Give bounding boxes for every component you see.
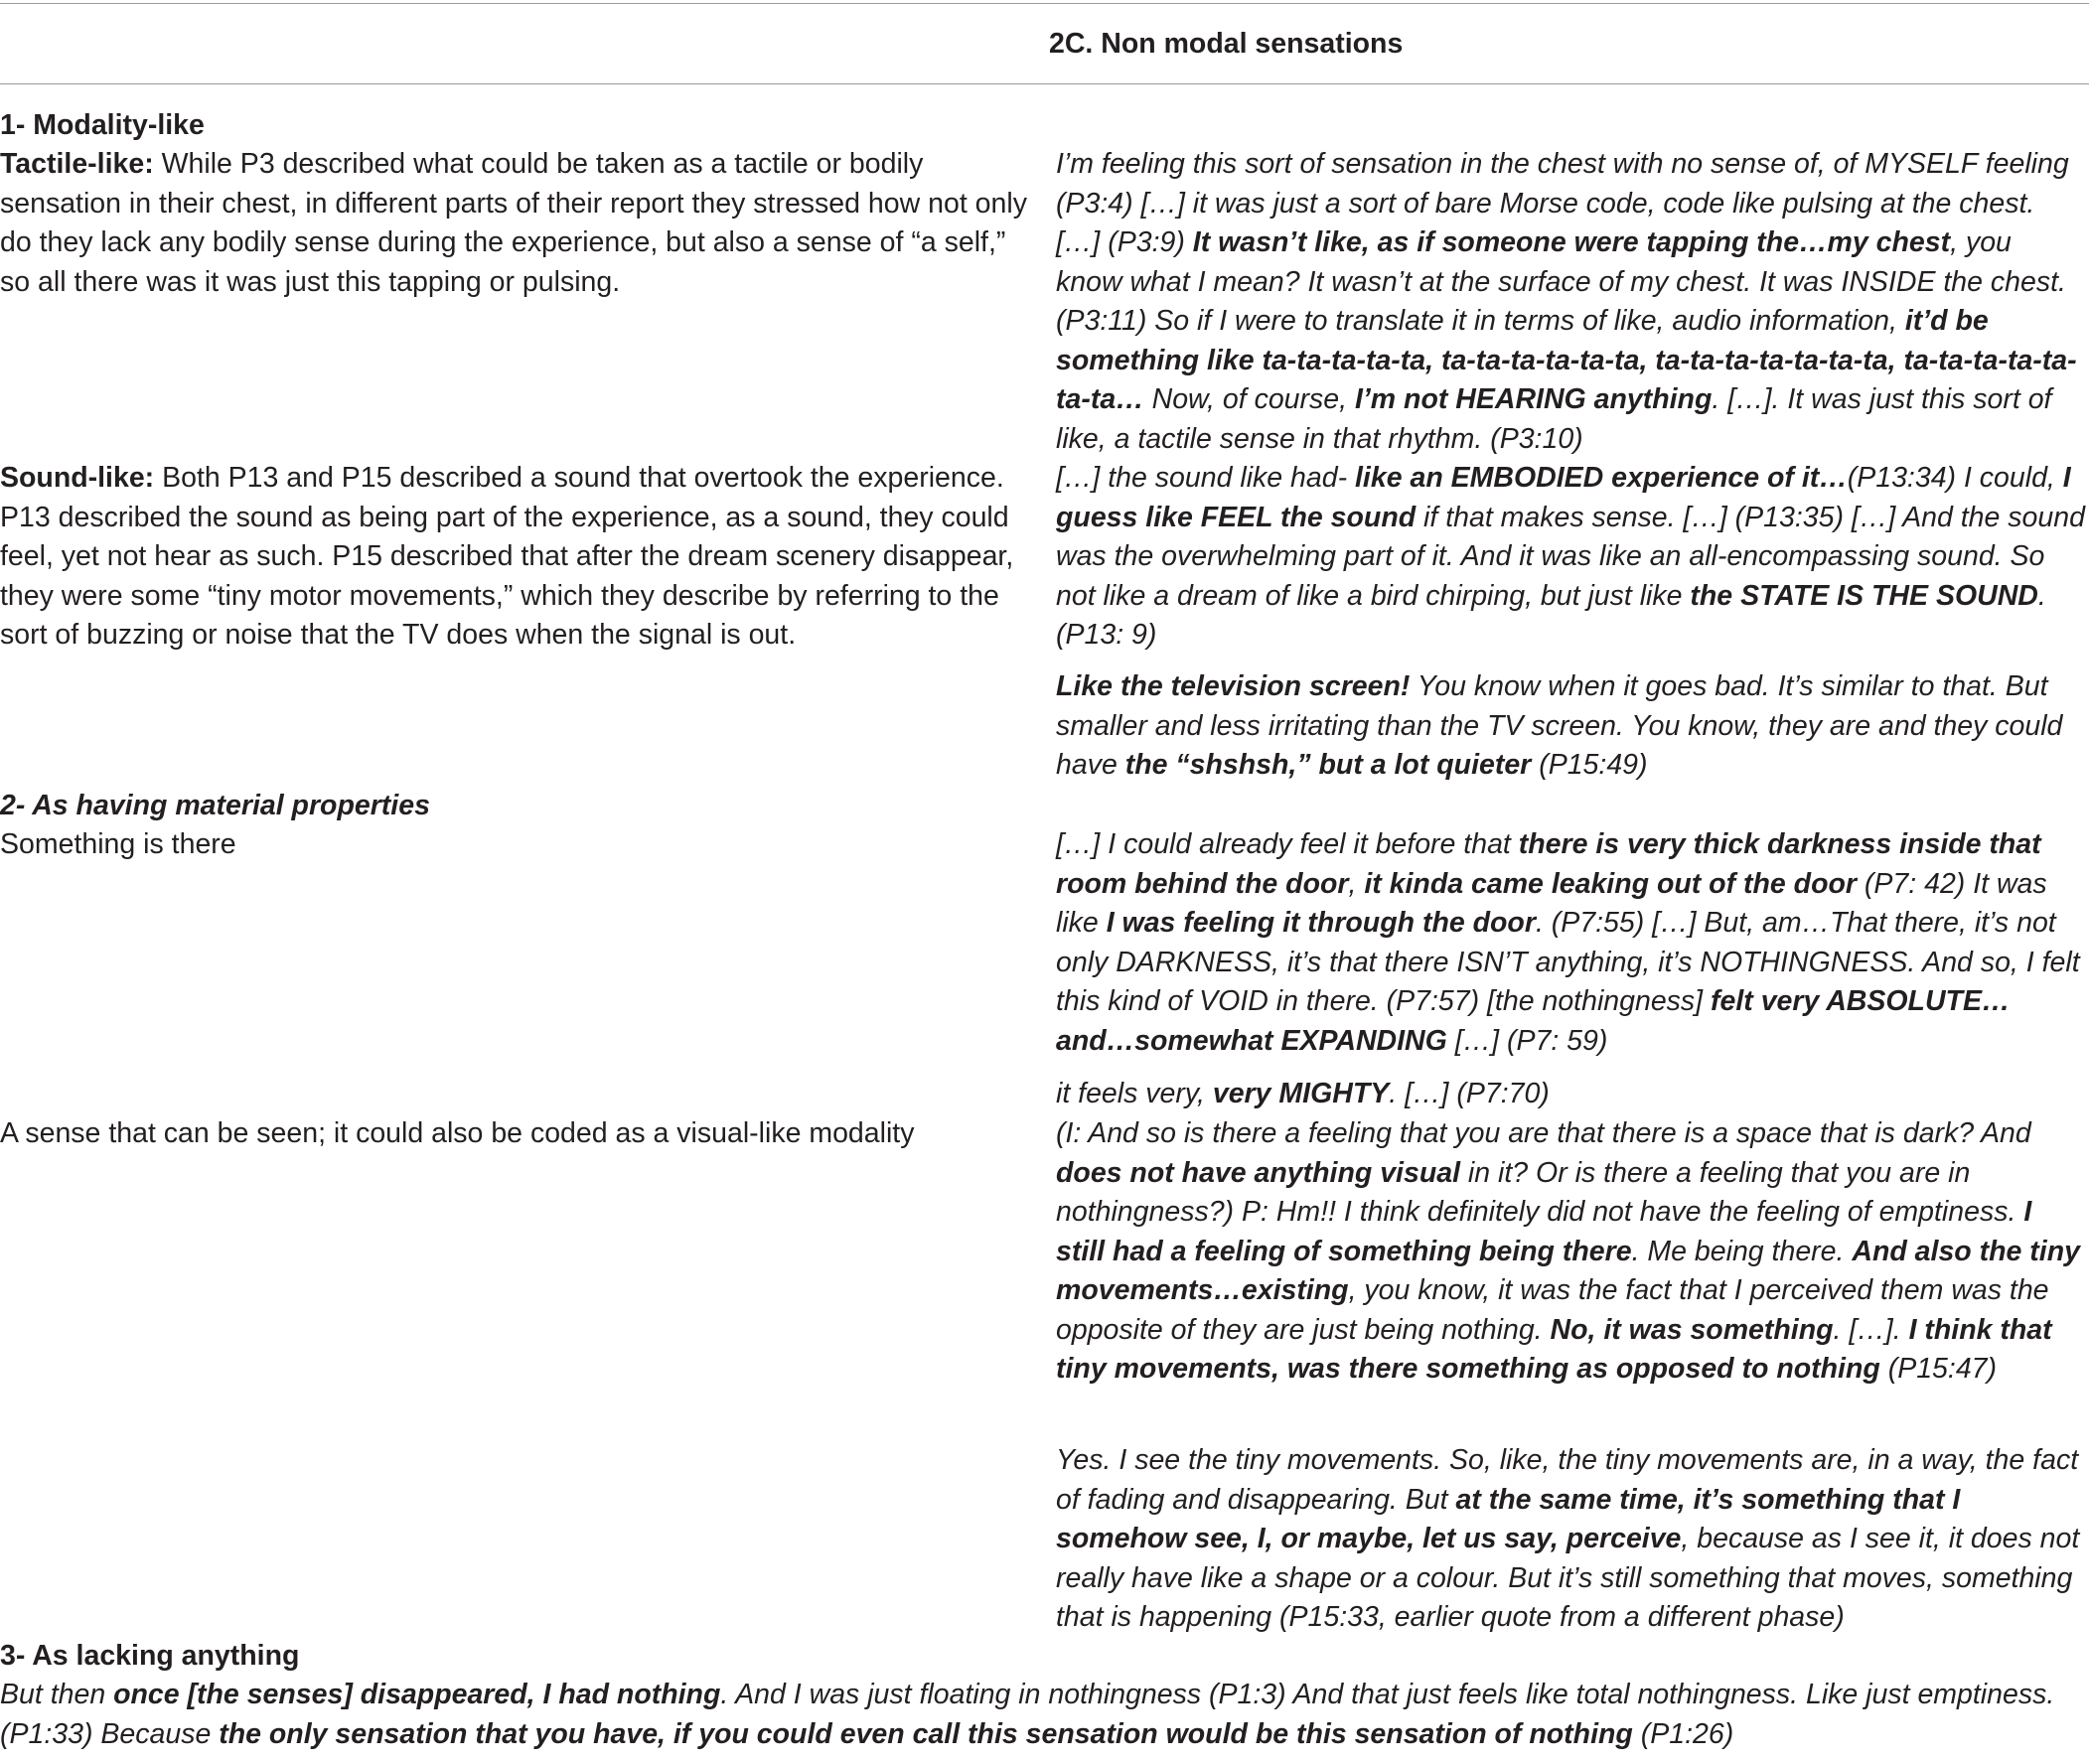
- sound-quote-2: [1056, 667, 2085, 786]
- quote-text: […] I could already feel it before that: [1056, 828, 1519, 860]
- quote-emphasis: I was feeling it through the door: [1106, 907, 1536, 939]
- quote-text: […] the sound like had-: [1056, 462, 1356, 494]
- quote-emphasis: It wasn’t like, as if someone were tapping the…my chest: [1192, 226, 1951, 258]
- quote-emphasis: No, it was something: [1550, 1313, 1834, 1346]
- quote-emphasis: like an EMBODIED experience of it…: [1355, 462, 1848, 494]
- visual-label: A sense that can be seen; it could also be coded as a visual-like modality: [0, 1117, 915, 1149]
- something-quote-2: [1056, 1075, 2085, 1114]
- quote-emphasis: I’m not HEARING anything: [1354, 383, 1713, 415]
- quote-text: if that makes sense. […] (P13:35) […] And the sound was the overwhelming part of it. And it was like an all-encompassing sound. So not like a dream of like a bird chirping, but just like: [1056, 501, 2085, 612]
- visual-quote-1: [1056, 1114, 2085, 1390]
- quote-emphasis: once [the senses] disappeared, I had nothing: [113, 1679, 721, 1710]
- quote-text: . […]. It was just this sort of like, a tactile sense in that rhythm. (P3:10): [1056, 383, 2052, 455]
- top-rule: [0, 3, 2089, 4]
- quote-text: (P1:26): [1632, 1717, 1734, 1750]
- quote-text: (I: And so is there a feeling that you are that there is a space that is dark? And: [1056, 1117, 2031, 1149]
- quote-emphasis: I guess like FEEL the sound: [1056, 462, 2071, 533]
- quote-emphasis: the “shshsh,” but a lot quieter: [1124, 749, 1532, 781]
- lacking-quote: [0, 1676, 2084, 1754]
- sound-quote-1: [1056, 459, 2085, 656]
- visual-quote-2: [1056, 1441, 2085, 1638]
- quote-text: (P15:49): [1531, 749, 1648, 781]
- column-header: 2C. Non modal sensations: [1049, 28, 1404, 60]
- quote-emphasis: I think that tiny movements, was there something as opposed to nothing: [1056, 1313, 2052, 1385]
- quote-text: You know when it goes bad. It’s similar to that. But smaller and less irritating than the TV screen. You know, they are and they could have: [1056, 670, 2063, 781]
- quote-text: it feels very,: [1056, 1078, 1213, 1109]
- quote-text: . Me being there.: [1631, 1235, 1853, 1267]
- quote-text: ,: [1348, 867, 1365, 900]
- quote-text: Now, of course,: [1143, 383, 1355, 415]
- tactile-text: While P3 described what could be taken as a tactile or bodily sensation in their chest, in different parts of their report they stressed how not only do they lack any bodily sense during the experience, but also a sense of “a self,” so all there was it was just this tapping or pulsing.: [0, 148, 1027, 298]
- tactile-quote: [1056, 145, 2085, 459]
- quote-text: . (P13: 9): [1056, 579, 2046, 651]
- quote-text: (P15:47): [1879, 1353, 1998, 1385]
- quote-text: , because as I see it, it does not really have like a shape or a colour. But it’s still something that moves, something that is happening (P15:33, earlier quote from a different phase): [1056, 1523, 2080, 1633]
- section-3-title: 3- As lacking anything: [0, 1640, 300, 1672]
- tactile-label: Tactile-like:: [0, 148, 154, 180]
- quote-emphasis: there is very thick darkness inside that room behind the door: [1056, 828, 2041, 900]
- quote-text: . […] (P7:70): [1389, 1078, 1550, 1109]
- quote-text: I’m feeling this sort of sensation in the chest with no sense of, of MYSELF feeling (P3:4) […] it was just a sort of bare Morse code, code like pulsing at the chest. […] (P3:9): [1056, 148, 2069, 258]
- quote-text: (P13:34) I could,: [1847, 462, 2063, 494]
- quote-text: […] (P7: 59): [1446, 1024, 1608, 1057]
- quote-emphasis: And also the tiny movements…existing: [1056, 1235, 2080, 1306]
- quote-emphasis: felt very ABSOLUTE…and…somewhat EXPANDING: [1056, 985, 2011, 1057]
- quote-text: But then: [0, 1679, 114, 1710]
- sound-description: [0, 459, 1028, 656]
- quote-emphasis: very MIGHTY: [1212, 1078, 1390, 1109]
- section-2-title: 2- As having material properties: [0, 790, 430, 821]
- sound-label: Sound-like:: [0, 462, 155, 494]
- quote-emphasis: at the same time, it’s something that I somehow see, I, or maybe, let us say, perceive: [1056, 1483, 1961, 1554]
- quote-text: . And I was just floating in nothingness (P1:3) And that just feels like total nothingness. Like just emptiness. (P1:33) Because: [0, 1679, 2055, 1750]
- section-1-title: 1- Modality-like: [0, 109, 205, 141]
- quote-emphasis: the STATE IS THE SOUND: [1690, 579, 2038, 612]
- something-label: Something is there: [0, 828, 236, 860]
- header-rule: [0, 83, 2089, 84]
- quote-emphasis: the only sensation that you have, if you could even call this sensation would be this sensation of nothing: [219, 1717, 1633, 1750]
- quote-emphasis: does not have anything visual: [1056, 1156, 1461, 1189]
- quote-text: (P7: 42) It was like: [1056, 867, 2047, 939]
- quote-text: , you know what I mean? It wasn’t at the surface of my chest. It was INSIDE the chest. (P3:11) So if I were to translate it in terms of like, audio information,: [1056, 226, 2066, 337]
- quote-emphasis: Like the television screen!: [1056, 670, 1411, 702]
- quote-emphasis: I still had a feeling of something being there: [1056, 1196, 2032, 1267]
- quote-text: in it? Or is there a feeling that you are in nothingness?) P: Hm!! I think definitely did not have the feeling of emptiness.: [1056, 1156, 2024, 1228]
- quote-emphasis: it’d be something like ta-ta-ta-ta-ta, ta-ta-ta-ta-ta-ta, ta-ta-ta-ta-ta-ta-ta, ta-ta-ta-ta-ta-ta-ta…: [1056, 305, 2077, 415]
- quote-text: . […].: [1833, 1313, 1909, 1346]
- sound-text: Both P13 and P15 described a sound that overtook the experience. P13 described the sound as being part of the experience, as a sound, they could feel, yet not hear as such. P15 described that after the dream scenery disappear, they were some “tiny motor movements,” which they describe by referring to the sort of buzzing or noise that the TV does when the signal is out.: [0, 462, 1014, 651]
- quote-text: . (P7:55) […] But, am…That there, it’s not only DARKNESS, it’s that there ISN’T anything, it’s NOTHINGNESS. And so, I felt this kind of VOID in there. (P7:57) [the nothingness]: [1056, 907, 2080, 1017]
- quote-emphasis: it kinda came leaking out of the door: [1364, 867, 1857, 900]
- quote-text: , you know, it was the fact that I perceived them was the opposite of they are just being nothing.: [1056, 1274, 2049, 1346]
- tactile-description: [0, 145, 1028, 302]
- something-quote-1: [1056, 825, 2085, 1061]
- quote-text: Yes. I see the tiny movements. So, like, the tiny movements are, in a way, the fact of fading and disappearing. But: [1056, 1444, 2079, 1516]
